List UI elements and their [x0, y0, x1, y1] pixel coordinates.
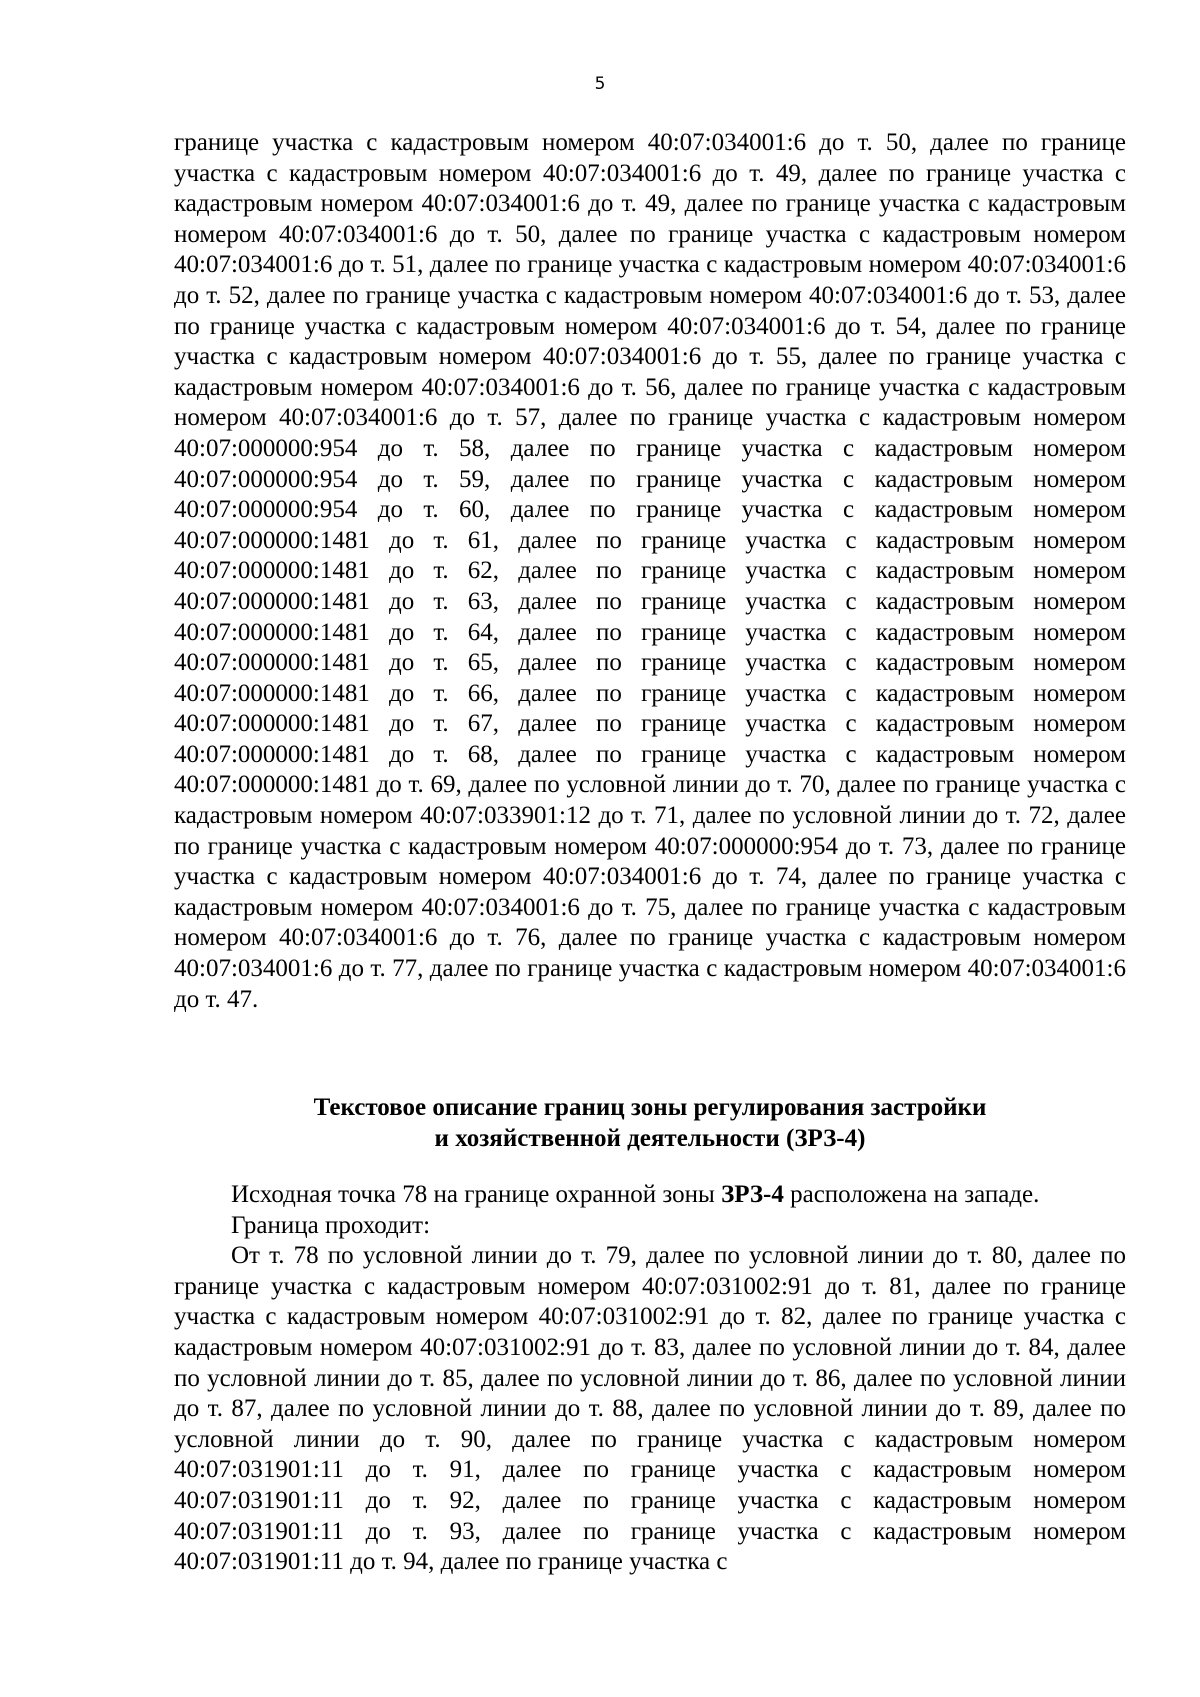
section-heading-line-1: Текстовое описание границ зоны регулирования застройки — [313, 1094, 987, 1121]
border-label: Граница проходит: — [231, 1211, 431, 1239]
section-heading — [174, 1092, 1126, 1154]
route-paragraph: От т. 78 по условной линии до т. 79, далее по условной линии до т. 80, далее по границе участка с кадастровым номером 40:07:031002:91 до т. 81, далее по границе участка с кадастровым номером 40:07:031002:91 до т. 82, далее по границе участка с кадастровым номером 40:07:031002:91 до т. 83, далее по условной линии до т. 84, далее по условной линии до т. 85, далее по условной линии до т. 86, далее по условной линии до т. 87, далее по условной линии до т. 88, далее по условной линии до т. 89, далее по условной линии до т. 90, далее по границе участка с кадастровым номером 40:07:031901:11 до т. 91, далее по границе участка с кадастровым номером 40:07:031901:11 до т. 92, далее по границе участка с кадастровым номером 40:07:031901:11 до т. 93, далее по границе участка с кадастровым номером 40:07:031901:11 до т. 94, далее по границе участка с — [174, 1242, 1126, 1576]
continuation-paragraph: границе участка с кадастровым номером 40:07:034001:6 до т. 50, далее по границе участка с кадастровым номером 40:07:034001:6 до т. 49, далее по границе участка с кадастровым номером 40:07:034001:6 до т. 49, далее по границе участка с кадастровым номером 40:07:034001:6 до т. 50, далее по границе участка с кадастровым номером 40:07:034001:6 до т. 51, далее по границе участка с кадастровым номером 40:07:034001:6 до т. 52, далее по границе участка с кадастровым номером 40:07:034001:6 до т. 53, далее по границе участка с кадастровым номером 40:07:034001:6 до т. 54, далее по границе участка с кадастровым номером 40:07:034001:6 до т. 55, далее по границе участка с кадастровым номером 40:07:034001:6 до т. 56, далее по границе участка с кадастровым номером 40:07:034001:6 до т. 57, далее по границе участка с кадастровым номером 40:07:000000:954 до т. 58, далее по границе участка с кадастровым номером 40:07:000000:954 до т. 59, далее по границе участка с кадастровым номером 40:07:000000:954 до т. 60, далее по границе участка с кадастровым номером 40:07:000000:1481 до т. 61, далее по границе участка с кадастровым номером 40:07:000000:1481 до т. 62, далее по границе участка с кадастровым номером 40:07:000000:1481 до т. 63, далее по границе участка с кадастровым номером 40:07:000000:1481 до т. 64, далее по границе участка с кадастровым номером 40:07:000000:1481 до т. 65, далее по границе участка с кадастровым номером 40:07:000000:1481 до т. 66, далее по границе участка с кадастровым номером 40:07:000000:1481 до т. 67, далее по границе участка с кадастровым номером 40:07:000000:1481 до т. 68, далее по границе участка с кадастровым номером 40:07:000000:1481 до т. 69, далее по условной линии до т. 70, далее по границе участка с кадастровым номером 40:07:033901:12 до т. 71, далее по условной линии до т. 72, далее по границе участка с кадастровым номером 40:07:000000:954 до т. 73, далее по границе участка с кадастровым номером 40:07:034001:6 до т. 74, далее по границе участка с кадастровым номером 40:07:034001:6 до т. 75, далее по границе участка с кадастровым номером 40:07:034001:6 до т. 76, далее по границе участка с кадастровым номером 40:07:034001:6 до т. 77, далее по границе участка с кадастровым номером 40:07:034001:6 до т. 47. — [174, 129, 1126, 1013]
start-point-text-after: расположена на западе. — [783, 1181, 1040, 1208]
section-body — [174, 1180, 1126, 1578]
zone-code: ЗРЗ-4 — [721, 1181, 784, 1208]
start-point-text-before: Исходная точка 78 на границе охранной зоны — [231, 1181, 722, 1208]
page-number: 5 — [594, 74, 606, 94]
start-point-sentence — [174, 1180, 1126, 1211]
section-heading-line-2: и хозяйственной деятельности (ЗРЗ-4) — [434, 1125, 866, 1152]
